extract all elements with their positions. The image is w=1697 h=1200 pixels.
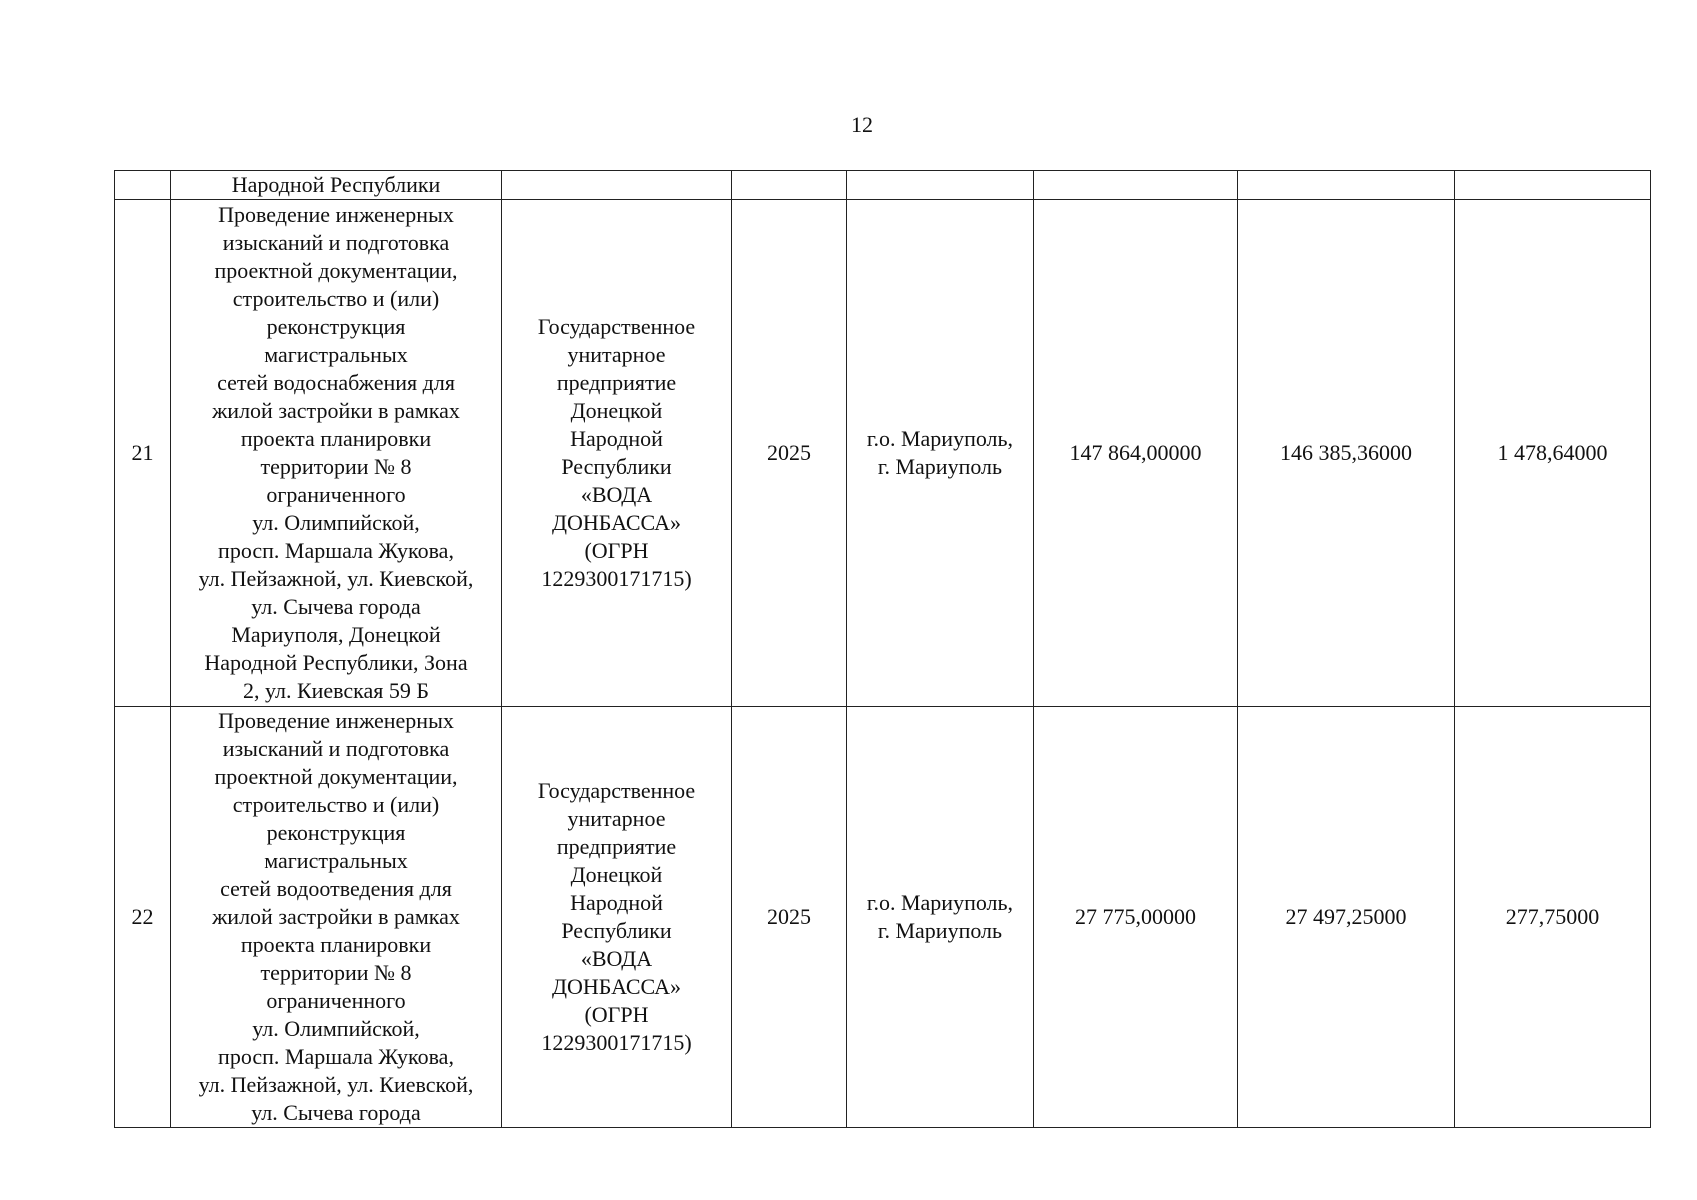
year: 2025 (732, 200, 847, 707)
location-cell (847, 171, 1034, 200)
year: 2025 (732, 707, 847, 1128)
table-row (115, 707, 1651, 1128)
regional-amount: 277,75000 (1455, 707, 1651, 1128)
project-description: Проведение инженерных изысканий и подготовка проектной документации, строительство и (или) реконструкция магистральных сетей водоснабжения для жилой застройки в рамках проекта планировки территории № 8 ограниченного ул. Олимпийской, просп. Маршала Жукова, ул. Пейзажной, ул. Киевской, ул. Сычева города Мариуполя, Донецкой Народной Республики, Зона 2, ул. Киевская 59 Б (171, 200, 502, 707)
location: г.о. Мариуполь, г. Мариуполь (847, 200, 1034, 707)
location: г.о. Мариуполь, г. Мариуполь (847, 707, 1034, 1128)
table-row (115, 200, 1651, 707)
federal-amount: 27 497,25000 (1238, 707, 1455, 1128)
regional-amount: 1 478,64000 (1455, 200, 1651, 707)
organization: Государственное унитарное предприятие Донецкой Народной Республики «ВОДА ДОНБАССА» (ОГРН 1229300171715) (502, 200, 732, 707)
num-cell (115, 171, 171, 200)
organization-cell (502, 171, 732, 200)
description-cell: Народной Республики (171, 171, 502, 200)
continuation-row (115, 171, 1651, 200)
total-amount: 27 775,00000 (1034, 707, 1238, 1128)
project-description: Проведение инженерных изысканий и подготовка проектной документации, строительство и (или) реконструкция магистральных сетей водоотведения для жилой застройки в рамках проекта планировки территории № 8 ограниченного ул. Олимпийской, просп. Маршала Жукова, ул. Пейзажной, ул. Киевской, ул. Сычева города (171, 707, 502, 1128)
total-amount: 147 864,00000 (1034, 200, 1238, 707)
year-cell (732, 171, 847, 200)
federal-cell (1238, 171, 1455, 200)
total-cell (1034, 171, 1238, 200)
row-number: 21 (115, 200, 171, 707)
federal-amount: 146 385,36000 (1238, 200, 1455, 707)
row-number: 22 (115, 707, 171, 1128)
project-table (114, 170, 1651, 1128)
regional-cell (1455, 171, 1651, 200)
organization: Государственное унитарное предприятие Донецкой Народной Республики «ВОДА ДОНБАССА» (ОГРН 1229300171715) (502, 707, 732, 1128)
page-number: 12 (851, 112, 873, 137)
